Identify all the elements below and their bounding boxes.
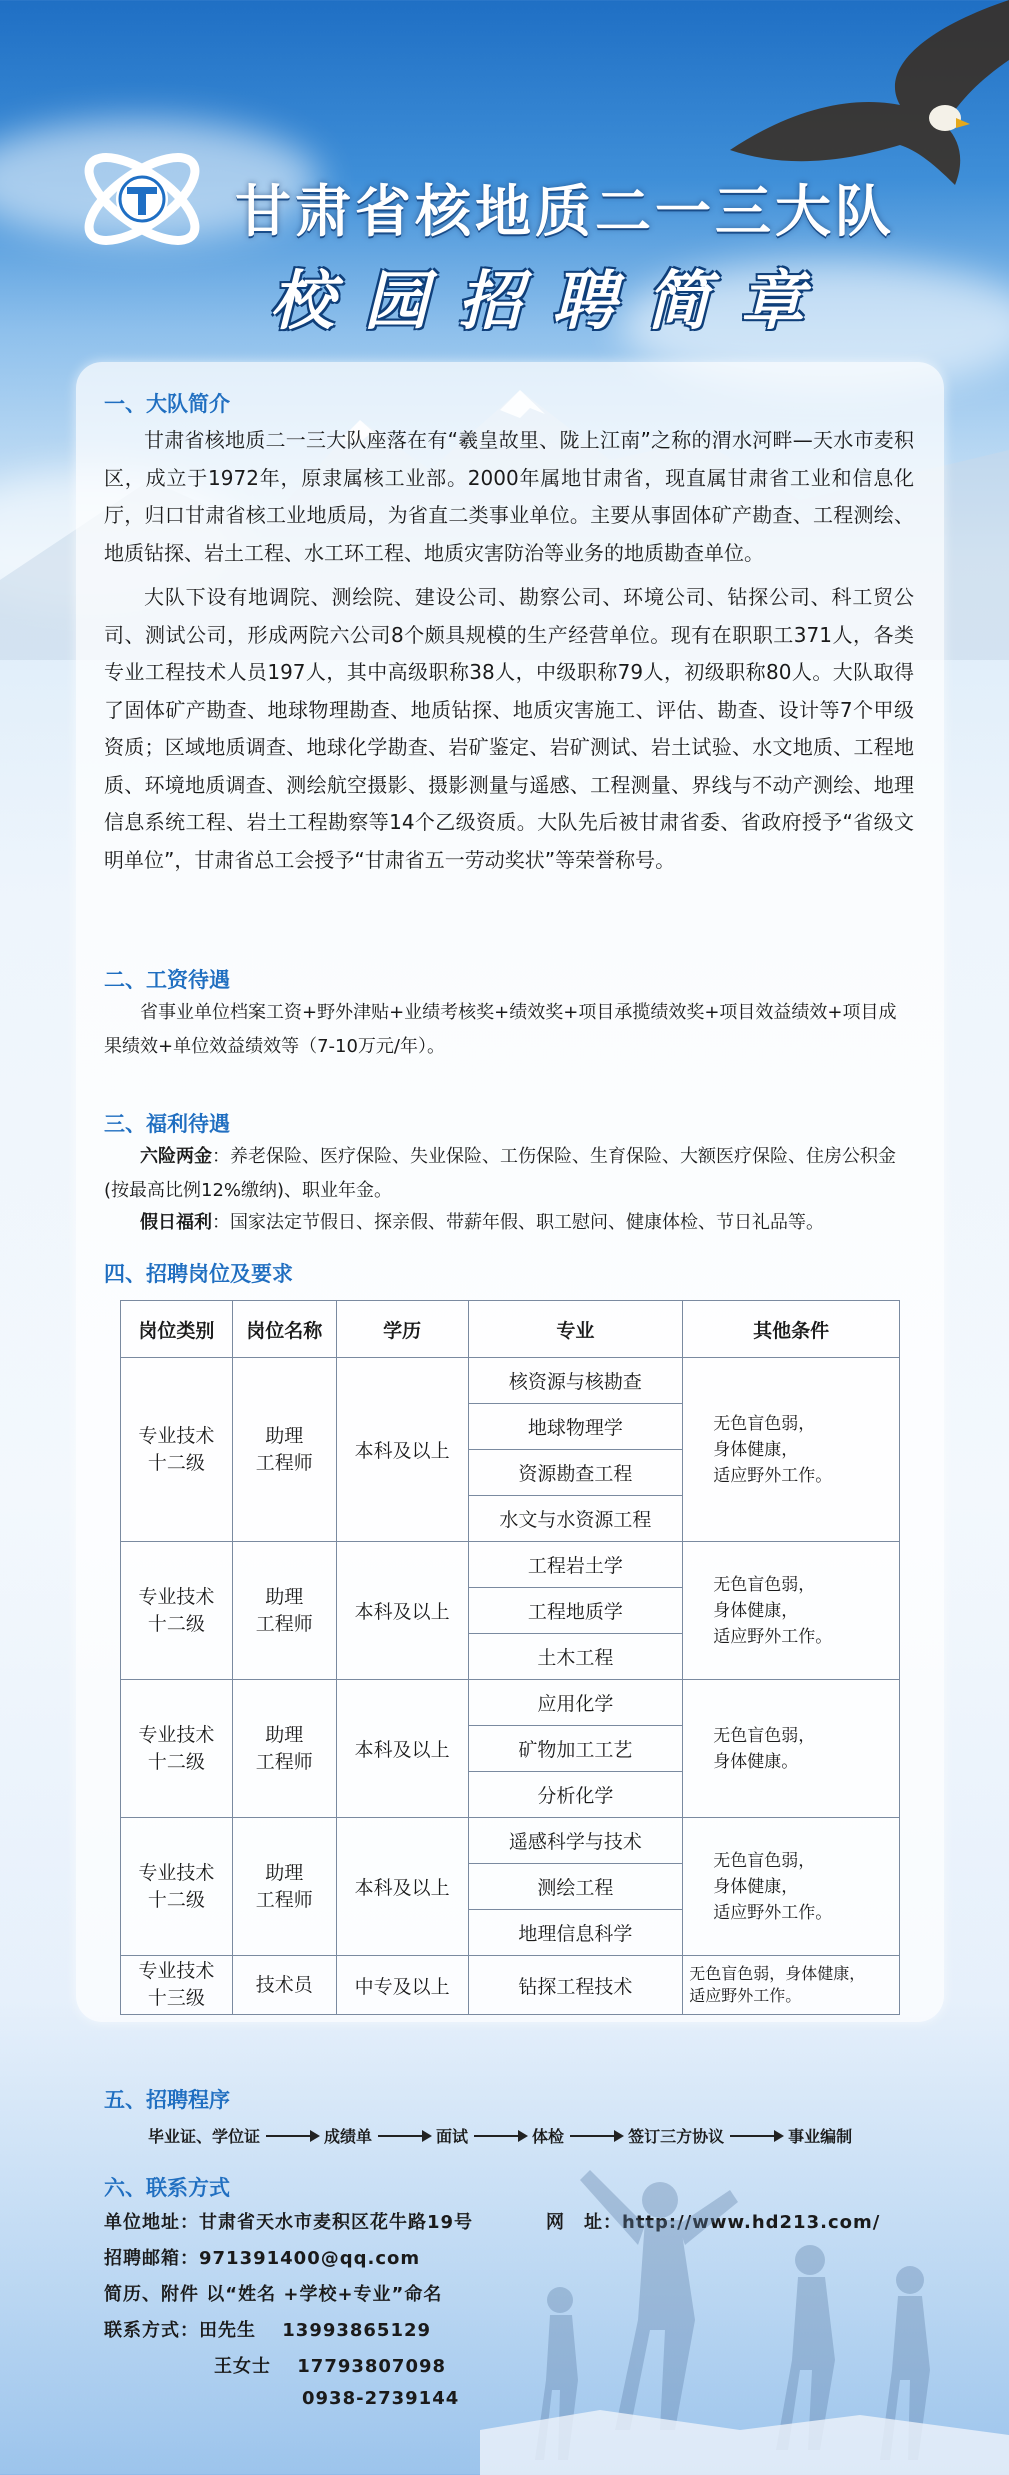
- cell-education: 本科及以上: [336, 1542, 468, 1680]
- org-title: 甘肃省核地质二一三大队: [235, 180, 895, 245]
- positions-table-body: [121, 1358, 900, 2015]
- positions-table: [120, 1300, 900, 2015]
- process-step: 签订三方协议: [628, 2127, 725, 2146]
- table-row: [121, 1956, 900, 2015]
- cell-category: 专业技术 十三级: [121, 1956, 233, 2015]
- cell-conditions: 无色盲色弱，身体健康， 适应野外工作。: [683, 1956, 900, 2015]
- cell-major: 土木工程: [468, 1634, 683, 1680]
- cell-major: 水文与水资源工程: [468, 1496, 683, 1542]
- cell-major: 工程地质学: [468, 1588, 683, 1634]
- cell-category: 专业技术 十二级: [121, 1680, 233, 1818]
- header-category: 岗位类别: [121, 1301, 233, 1358]
- contact-website[interactable]: 网 址：http://www.hd213.com/: [546, 2212, 881, 2233]
- runners-silhouette: [480, 2130, 1009, 2475]
- table-row: [121, 1358, 900, 1404]
- cell-category: 专业技术 十二级: [121, 1542, 233, 1680]
- cell-conditions: 无色盲色弱， 身体健康， 适应野外工作。: [683, 1542, 900, 1680]
- cell-education: 本科及以上: [336, 1358, 468, 1542]
- section-title-contact: 六、联系方式: [104, 2176, 230, 2200]
- page-subtitle: 校园招聘简章: [270, 264, 834, 339]
- contact-resume-note: 简历、附件 以“姓名 +学校+专业”命名: [104, 2284, 443, 2305]
- contact-phone: 0938-2739144: [302, 2388, 460, 2409]
- header-major: 专业: [468, 1301, 683, 1358]
- welfare-holiday: [104, 1206, 914, 1240]
- cell-category: 专业技术 十二级: [121, 1358, 233, 1542]
- welfare-insurance-text: ：养老保险、医疗保险、失业保险、工伤保险、生育保险、大额医疗保险、住房公积金(按最高比例12%缴纳)、职业年金。: [104, 1146, 896, 1201]
- eagle-icon: [730, 0, 1009, 190]
- cell-conditions: 无色盲色弱， 身体健康， 适应野外工作。: [683, 1358, 900, 1542]
- cell-major: 遥感科学与技术: [468, 1818, 683, 1864]
- welfare-insurance-label: 六险两金: [140, 1146, 212, 1167]
- contact-person-1: 联系方式：田先生 13993865129: [104, 2320, 432, 2341]
- cell-conditions: 无色盲色弱， 身体健康。: [683, 1680, 900, 1818]
- welfare-insurance: [104, 1140, 914, 1208]
- intro-paragraph-2: 大队下设有地调院、测绘院、建设公司、勘察公司、环境公司、钻探公司、科工贸公司、测试公司，形成两院六公司8个颇具规模的生产经营单位。现有在职职工371人，各类专业工程技术人员197人，其中高级职称38人，中级职称79人，初级职称80人。大队取得了固体矿产勘查、地球物理勘查、地质钻探、地质灾害施工、评估、勘查、设计等7个甲级资质；区域地质调查、地球化学勘查、岩矿鉴定、岩矿测试、岩土试验、水文地质、工程地质、环境地质调查、测绘航空摄影、摄影测量与遥感、工程测量、界线与不动产测绘、地理信息系统工程、岩土工程勘察等14个乙级资质。大队先后被甘肃省委、省政府授予“省级文明单位”，甘肃省总工会授予“甘肃省五一劳动奖状”等荣誉称号。: [104, 585, 914, 872]
- cell-major: 工程岩土学: [468, 1542, 683, 1588]
- cell-major: 资源勘查工程: [468, 1450, 683, 1496]
- table-header-row: [121, 1301, 900, 1358]
- table-row: [121, 1542, 900, 1588]
- cell-category: 专业技术 十二级: [121, 1818, 233, 1956]
- header-education: 学历: [336, 1301, 468, 1358]
- contact-person-2: 王女士 17793807098: [214, 2356, 447, 2377]
- intro-paragraph-1: 甘肃省核地质二一三大队座落在有“羲皇故里、陇上江南”之称的渭水河畔—天水市麦积区，成立于1972年，原隶属核工业部。2000年属地甘肃省，现直属甘肃省工业和信息化厅，归口甘肃省核工业地质局，为省直二类事业单位。主要从事固体矿产勘查、工程测绘、地质钻探、岩土工程、水工环工程、地质灾害防治等业务的地质勘查单位。: [104, 428, 914, 565]
- arrow-right-icon: [266, 2135, 318, 2137]
- header-conditions: 其他条件: [683, 1301, 900, 1358]
- table-row: [121, 1680, 900, 1726]
- intro-text: [104, 422, 914, 879]
- cell-major: 地球物理学: [468, 1404, 683, 1450]
- cell-position-name: 助理 工程师: [232, 1680, 336, 1818]
- section-title-positions: 四、招聘岗位及要求: [104, 1262, 293, 1286]
- welfare-holiday-label: 假日福利: [140, 1212, 212, 1233]
- arrow-right-icon: [378, 2135, 430, 2137]
- cell-major: 分析化学: [468, 1772, 683, 1818]
- cell-major: 钻探工程技术: [468, 1956, 683, 2015]
- section-title-welfare: 三、福利待遇: [104, 1112, 230, 1136]
- contact-address: 单位地址：甘肃省天水市麦积区花牛路19号: [104, 2212, 474, 2233]
- cell-major: 应用化学: [468, 1680, 683, 1726]
- cell-major: 核资源与核勘查: [468, 1358, 683, 1404]
- cell-position-name: 助理 工程师: [232, 1818, 336, 1956]
- cell-major: 测绘工程: [468, 1864, 683, 1910]
- section-title-process: 五、招聘程序: [104, 2088, 230, 2112]
- cell-education: 本科及以上: [336, 1680, 468, 1818]
- cell-position-name: 助理 工程师: [232, 1358, 336, 1542]
- salary-text: 省事业单位档案工资+野外津贴+业绩考核奖+绩效奖+项目承揽绩效奖+项目效益绩效+项目成果绩效+单位效益绩效等（7-10万元/年）。: [104, 1002, 897, 1057]
- process-step: 面试: [436, 2127, 469, 2146]
- section-title-intro: 一、大队简介: [104, 392, 230, 416]
- process-step: 事业编制: [788, 2127, 853, 2146]
- cell-major: 地理信息科学: [468, 1910, 683, 1956]
- section-title-salary: 二、工资待遇: [104, 968, 230, 992]
- cell-education: 中专及以上: [336, 1956, 468, 2015]
- table-row: [121, 1818, 900, 1864]
- process-step: 体检: [532, 2127, 565, 2146]
- cell-position-name: 助理 工程师: [232, 1542, 336, 1680]
- contact-email[interactable]: 招聘邮箱：971391400@qq.com: [104, 2248, 421, 2269]
- welfare-holiday-text: ：国家法定节假日、探亲假、带薪年假、职工慰问、健康体检、节日礼品等。: [212, 1212, 824, 1233]
- nuclear-logo-icon: [75, 132, 210, 267]
- process-step: 毕业证、学位证: [148, 2127, 261, 2146]
- header: [0, 0, 1009, 360]
- cell-position-name: 技术员: [232, 1956, 336, 2015]
- process-step: 成绩单: [324, 2127, 373, 2146]
- cell-major: 矿物加工工艺: [468, 1726, 683, 1772]
- cell-education: 本科及以上: [336, 1818, 468, 1956]
- cell-conditions: 无色盲色弱， 身体健康， 适应野外工作。: [683, 1818, 900, 1956]
- header-name: 岗位名称: [232, 1301, 336, 1358]
